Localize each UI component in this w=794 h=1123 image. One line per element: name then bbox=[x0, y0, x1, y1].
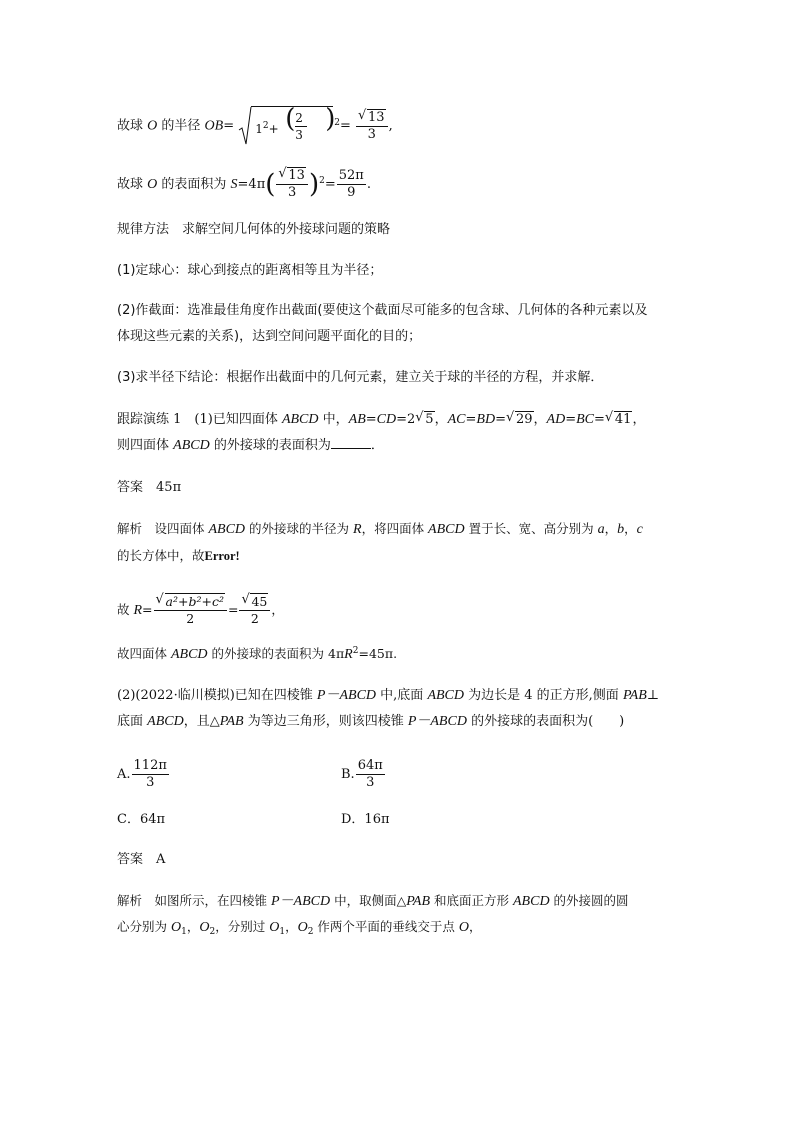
radicand: 29 bbox=[515, 412, 533, 427]
den: 2 bbox=[186, 611, 195, 626]
var: PAB bbox=[622, 688, 647, 703]
sqrt: √ 13 bbox=[278, 166, 305, 183]
method-point-1: (1)定球心：球心到接点的距离相等且为半径； bbox=[117, 263, 383, 278]
radicand: a²+b²+c² bbox=[165, 594, 224, 609]
text: = bbox=[142, 602, 153, 617]
var: ABCD bbox=[513, 894, 550, 909]
var: b bbox=[617, 522, 625, 537]
radius-line bbox=[117, 106, 393, 146]
text: = bbox=[495, 412, 506, 427]
text: =2 bbox=[396, 412, 416, 427]
text: . bbox=[366, 177, 371, 192]
text: ，分别过 bbox=[215, 919, 270, 934]
var: R bbox=[353, 522, 362, 537]
var: ABCD bbox=[281, 412, 319, 427]
practice-1-line-2 bbox=[117, 436, 384, 456]
den: 3 bbox=[146, 775, 155, 790]
answer-1 bbox=[117, 478, 181, 498]
option-c: C．64π bbox=[117, 812, 166, 827]
text: ， bbox=[624, 521, 637, 536]
explain-2-line-1 bbox=[117, 891, 629, 912]
text: ， bbox=[533, 412, 547, 427]
sub: 2 bbox=[209, 927, 216, 937]
sqrt: √ 29 bbox=[505, 410, 533, 427]
sqrt: √ a²+b²+c² bbox=[155, 592, 224, 609]
den: 3 bbox=[367, 126, 376, 142]
text: (2)(2022·临川模拟)已知在四棱锥 bbox=[117, 688, 317, 703]
text: ， bbox=[469, 919, 482, 934]
var: O bbox=[147, 118, 158, 134]
text: ，且△ bbox=[183, 714, 220, 729]
var: ABCD bbox=[208, 522, 246, 537]
fraction bbox=[276, 168, 308, 201]
text: ， bbox=[285, 919, 298, 934]
fraction bbox=[356, 758, 385, 791]
den: 9 bbox=[347, 185, 356, 200]
sub: 1 bbox=[181, 927, 187, 937]
question-2-line-1 bbox=[117, 686, 659, 706]
sub: 1 bbox=[279, 927, 286, 937]
text: 的长方体中，故 bbox=[117, 548, 205, 563]
text: ⊥ bbox=[646, 688, 660, 703]
var: O bbox=[458, 920, 470, 935]
text: 为等边三角形，则该四棱锥 bbox=[243, 714, 408, 729]
paren: ( bbox=[285, 104, 296, 134]
text: = bbox=[365, 412, 377, 427]
var: O bbox=[199, 920, 210, 935]
sqrt: √ 5 bbox=[415, 410, 434, 427]
text: 的外接球的表面积为( ) bbox=[466, 714, 625, 729]
paren: ) bbox=[308, 169, 320, 200]
radicand: 13 bbox=[368, 109, 385, 125]
var: O bbox=[269, 920, 280, 935]
sup: 2 bbox=[319, 176, 325, 186]
option-b bbox=[341, 758, 386, 791]
method-heading: 规律方法 求解空间几何体的外接球问题的策略 bbox=[117, 222, 391, 237]
text: 故四面体 bbox=[117, 646, 171, 661]
var: a bbox=[597, 522, 605, 537]
num: 64π bbox=[357, 758, 383, 773]
var: ABCD bbox=[427, 688, 464, 703]
text: 的外接球的半径为 bbox=[245, 521, 353, 536]
error-text: Error! bbox=[204, 549, 240, 563]
text: 作两个平面的垂线交于点 bbox=[313, 919, 459, 934]
fraction bbox=[132, 758, 169, 791]
radicand: 41 bbox=[614, 412, 632, 427]
den: 3 bbox=[288, 185, 297, 200]
radical-sign bbox=[238, 106, 252, 146]
var: P－ABCD bbox=[270, 894, 331, 909]
text: 的外接圆的圆 bbox=[549, 893, 629, 908]
den: 3 bbox=[366, 775, 375, 790]
radical-body bbox=[251, 104, 336, 145]
num: 52π bbox=[338, 168, 364, 183]
sub: 2 bbox=[307, 927, 314, 937]
option-label: B. bbox=[341, 767, 355, 782]
paren: ( bbox=[265, 169, 276, 200]
text: = bbox=[223, 118, 235, 134]
explain-2-line-2 bbox=[117, 917, 482, 938]
text: 1 bbox=[255, 122, 263, 136]
sup: 2 bbox=[334, 117, 340, 128]
var: PAB bbox=[219, 714, 244, 729]
den: 3 bbox=[295, 126, 307, 143]
text: 的外接球的表面积为 4π bbox=[207, 646, 345, 661]
var: ABCD bbox=[428, 522, 465, 537]
fraction bbox=[337, 168, 366, 201]
var: BD bbox=[476, 412, 496, 427]
text: 解析 设四面体 bbox=[117, 521, 209, 536]
sqrt: √ 41 bbox=[604, 410, 632, 427]
text: 为边长是 4 的正方形,侧面 bbox=[464, 688, 623, 703]
text: , bbox=[388, 118, 393, 134]
var: O bbox=[170, 920, 182, 935]
text: ， bbox=[271, 602, 284, 617]
var: O bbox=[297, 920, 308, 935]
var: R bbox=[133, 603, 143, 618]
explain-1-line-3 bbox=[117, 594, 284, 627]
text: 故球 bbox=[117, 177, 148, 192]
den: 2 bbox=[250, 611, 259, 626]
surface-area-line bbox=[117, 168, 371, 201]
method-point-3: (3)求半径下结论：根据作出截面中的几何元素，建立关于球的半径的方程，并求解． bbox=[117, 370, 604, 385]
sqrt: √ 45 bbox=[241, 592, 268, 609]
var: O bbox=[147, 177, 158, 192]
sup: 2 bbox=[262, 121, 269, 131]
practice-1-line-1 bbox=[117, 410, 645, 430]
text: 的半径 bbox=[157, 118, 205, 134]
text: 则四面体 bbox=[117, 438, 174, 453]
text: ． bbox=[370, 438, 384, 453]
var: ABCD bbox=[147, 714, 184, 729]
answer-2 bbox=[117, 850, 165, 870]
var: PAB bbox=[406, 894, 431, 909]
text: 解析 如图所示，在四棱锥 bbox=[117, 893, 271, 908]
var: AB bbox=[348, 412, 366, 427]
var: AD bbox=[546, 412, 566, 427]
method-point-2a: (2)作截面：选准最佳角度作出截面(要使这个截面尽可能多的包含球、几何体的各种元素以及 bbox=[117, 303, 648, 318]
text: 的表面积为 bbox=[157, 177, 231, 192]
text: = bbox=[565, 412, 577, 427]
text: 中,底面 bbox=[376, 688, 428, 703]
num: 112π bbox=[133, 758, 167, 773]
text: = bbox=[227, 602, 239, 617]
paren: ) bbox=[325, 104, 336, 134]
text: 跟踪演练 1 (1)已知四面体 bbox=[117, 412, 282, 427]
var: P－ABCD bbox=[316, 688, 377, 703]
var: c bbox=[636, 522, 643, 537]
radicand: 45 bbox=[251, 594, 268, 609]
var: OB bbox=[204, 118, 224, 134]
var: R bbox=[344, 647, 353, 662]
text: + bbox=[268, 122, 279, 136]
text: 心分别为 bbox=[117, 919, 171, 934]
text: 置于长、宽、高分别为 bbox=[464, 521, 598, 536]
text: ，将四面体 bbox=[361, 521, 429, 536]
radicand: 13 bbox=[288, 168, 305, 183]
radical bbox=[238, 106, 336, 146]
inner-fraction bbox=[295, 110, 307, 143]
text: =45π. bbox=[358, 646, 398, 661]
option-a bbox=[117, 758, 170, 791]
answer-value: A bbox=[156, 852, 166, 867]
text: = bbox=[465, 412, 477, 427]
text: = bbox=[324, 177, 336, 192]
var: ABCD bbox=[170, 647, 208, 662]
explain-1-line-1 bbox=[117, 519, 643, 540]
var: P－ABCD bbox=[407, 714, 467, 729]
radical-content bbox=[255, 119, 278, 139]
text: 中， bbox=[318, 412, 349, 427]
num: 2 bbox=[295, 111, 303, 125]
text: ， bbox=[434, 412, 448, 427]
fraction bbox=[356, 107, 388, 143]
text: = bbox=[594, 412, 605, 427]
answer-value: 45π bbox=[156, 480, 182, 495]
var: AC bbox=[447, 412, 466, 427]
explain-1-line-2 bbox=[117, 546, 240, 566]
text: 故 bbox=[117, 602, 134, 617]
radicand: 5 bbox=[425, 412, 434, 427]
var: BC bbox=[576, 412, 594, 427]
text: ， bbox=[186, 919, 200, 934]
text: =4π bbox=[237, 177, 266, 192]
text: ， bbox=[604, 521, 618, 536]
explain-1-line-4 bbox=[117, 644, 397, 665]
text: ， bbox=[632, 412, 646, 427]
text: 和底面正方形 bbox=[430, 893, 513, 908]
question-2-line-2 bbox=[117, 712, 624, 732]
text: 故球 bbox=[117, 118, 148, 134]
option-label: A. bbox=[117, 767, 131, 782]
fraction bbox=[154, 594, 227, 627]
text: 中，取侧面△ bbox=[330, 893, 407, 908]
text: 的外接球的表面积为 bbox=[209, 438, 331, 453]
var: CD bbox=[376, 412, 397, 427]
answer-blank bbox=[331, 436, 371, 449]
option-d: D．16π bbox=[341, 812, 390, 827]
answer-label: 答案 bbox=[117, 480, 144, 495]
var: ABCD bbox=[173, 438, 210, 453]
text: 底面 bbox=[117, 714, 148, 729]
text: = bbox=[339, 118, 351, 134]
method-point-2b: 体现这些元素的关系)，达到空间问题平面化的目的； bbox=[117, 329, 422, 344]
var: S bbox=[230, 177, 238, 192]
answer-label: 答案 bbox=[117, 852, 144, 867]
sqrt: √ 13 bbox=[358, 107, 385, 125]
sup: 2 bbox=[352, 646, 359, 656]
fraction bbox=[239, 594, 270, 627]
